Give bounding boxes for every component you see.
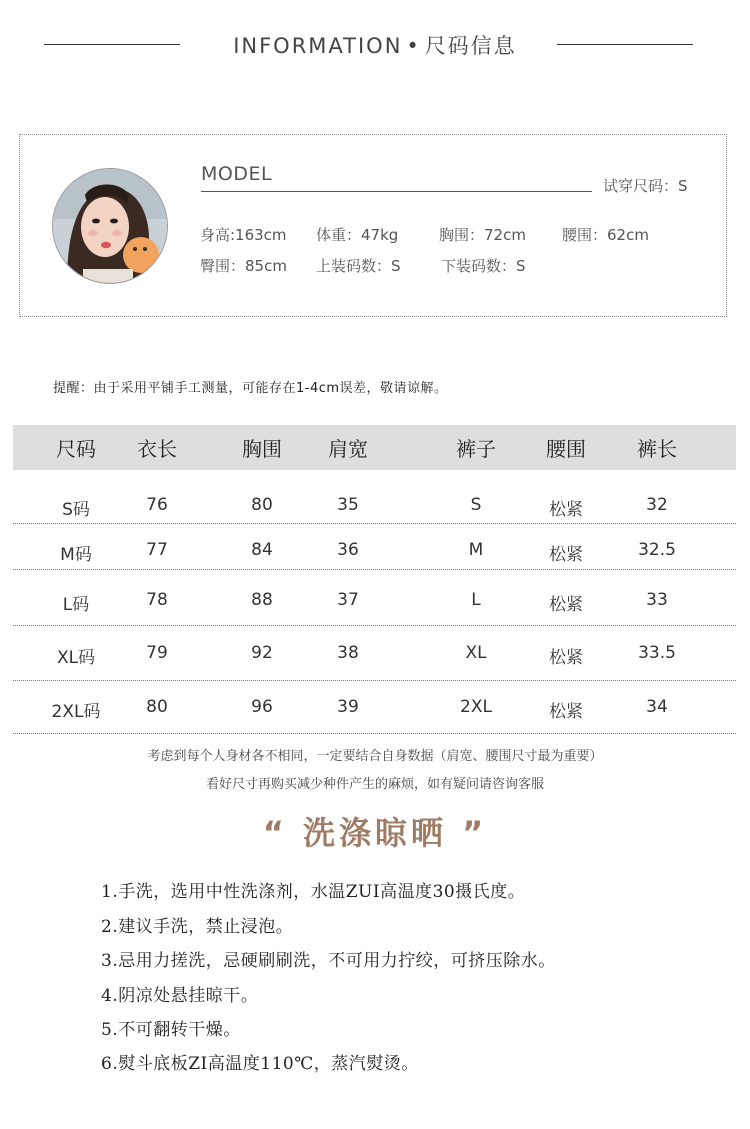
table-cell: XL [465, 643, 487, 663]
table-cell: 39 [337, 697, 359, 717]
model-avatar [52, 168, 168, 284]
title-en: INFORMATION [233, 34, 403, 58]
table-cell: XL码 [56, 648, 96, 668]
row-divider [13, 523, 736, 524]
table-cell: 38 [337, 643, 359, 663]
stat-hips: 臀围：85cm [200, 257, 287, 275]
header-waist: 腰围 [546, 437, 586, 461]
table-cell: 36 [337, 540, 359, 560]
table-cell: 37 [337, 590, 359, 610]
header-pants-length: 裤长 [637, 437, 677, 461]
stat-weight: 体重：47kg [316, 226, 399, 244]
table-cell: 32.5 [638, 540, 676, 560]
table-cell: 92 [251, 643, 273, 663]
table-cell: 34 [646, 697, 668, 717]
tryon-size: 试穿尺码：S [603, 177, 688, 195]
row-divider [13, 733, 736, 734]
model-card [19, 134, 727, 317]
table-cell: 76 [146, 495, 168, 515]
table-cell: 77 [146, 540, 168, 560]
wash-title: “ 洗涤晾晒 ” [262, 814, 488, 852]
wash-item: 6.熨斗底板ZI高温度110℃，蒸汽熨烫。 [101, 1054, 419, 1074]
table-cell: 88 [251, 590, 273, 610]
fit-note: 考虑到每个人身材各不相同，一定要结合自身数据（肩宽、腰围尺寸最为重要） [147, 749, 603, 764]
table-cell: 32 [646, 495, 668, 515]
table-cell: 33 [646, 590, 668, 610]
table-cell: 松紧 [549, 545, 583, 565]
header-pants: 裤子 [456, 437, 496, 461]
table-cell: L [471, 590, 481, 610]
stat-bottom-size: 下装码数：S [441, 257, 526, 275]
wash-item: 3.忌用力搓洗，忌硬刷刷洗，不可用力拧绞，可挤压除水。 [101, 951, 556, 971]
table-cell: 2XL码 [51, 702, 101, 722]
row-divider [13, 625, 736, 626]
table-cell: 80 [251, 495, 273, 515]
wash-item: 5.不可翻转干燥。 [101, 1020, 241, 1040]
stat-height: 身高:163cm [200, 226, 287, 244]
wash-item: 4.阴凉处悬挂晾干。 [101, 986, 259, 1006]
table-cell: 松紧 [549, 648, 583, 668]
measurement-notice: 提醒：由于采用平铺手工测量，可能存在1-4cm误差，敬请谅解。 [53, 381, 448, 396]
wash-item: 2.建议手洗，禁止浸泡。 [101, 917, 294, 937]
model-photo [53, 169, 167, 283]
model-label: MODEL [201, 163, 273, 185]
stat-waist: 腰围：62cm [562, 226, 649, 244]
table-cell: 松紧 [549, 500, 583, 520]
header-length: 衣长 [137, 437, 177, 461]
table-cell: S码 [62, 500, 90, 520]
stat-bust: 胸围：72cm [439, 226, 526, 244]
table-cell: M [468, 540, 484, 560]
model-underline [201, 191, 592, 192]
title-cn: 尺码信息 [424, 34, 517, 58]
row-divider [13, 680, 736, 681]
table-cell: L码 [62, 595, 90, 615]
header-bust: 胸围 [242, 437, 282, 461]
table-cell: 松紧 [549, 702, 583, 722]
table-cell: 2XL [460, 697, 492, 717]
page-title [0, 30, 750, 60]
table-cell: 80 [146, 697, 168, 717]
table-cell: 35 [337, 495, 359, 515]
table-cell: 79 [146, 643, 168, 663]
stat-top-size: 上装码数：S [316, 257, 401, 275]
table-cell: 33.5 [638, 643, 676, 663]
table-cell: 78 [146, 590, 168, 610]
table-cell: S [470, 495, 482, 515]
header-size: 尺码 [56, 437, 96, 461]
table-cell: 96 [251, 697, 273, 717]
header-shoulder: 肩宽 [328, 437, 368, 461]
table-cell: 84 [251, 540, 273, 560]
title-separator: • [406, 34, 421, 58]
table-cell: M码 [60, 545, 92, 565]
table-cell: 松紧 [549, 595, 583, 615]
wash-item: 1.手洗，选用中性洗涤剂，水温ZUI高温度30摄氏度。 [101, 882, 526, 902]
service-note: 看好尺寸再购买减少种件产生的麻烦，如有疑问请咨询客服 [205, 777, 544, 792]
row-divider [13, 569, 736, 570]
